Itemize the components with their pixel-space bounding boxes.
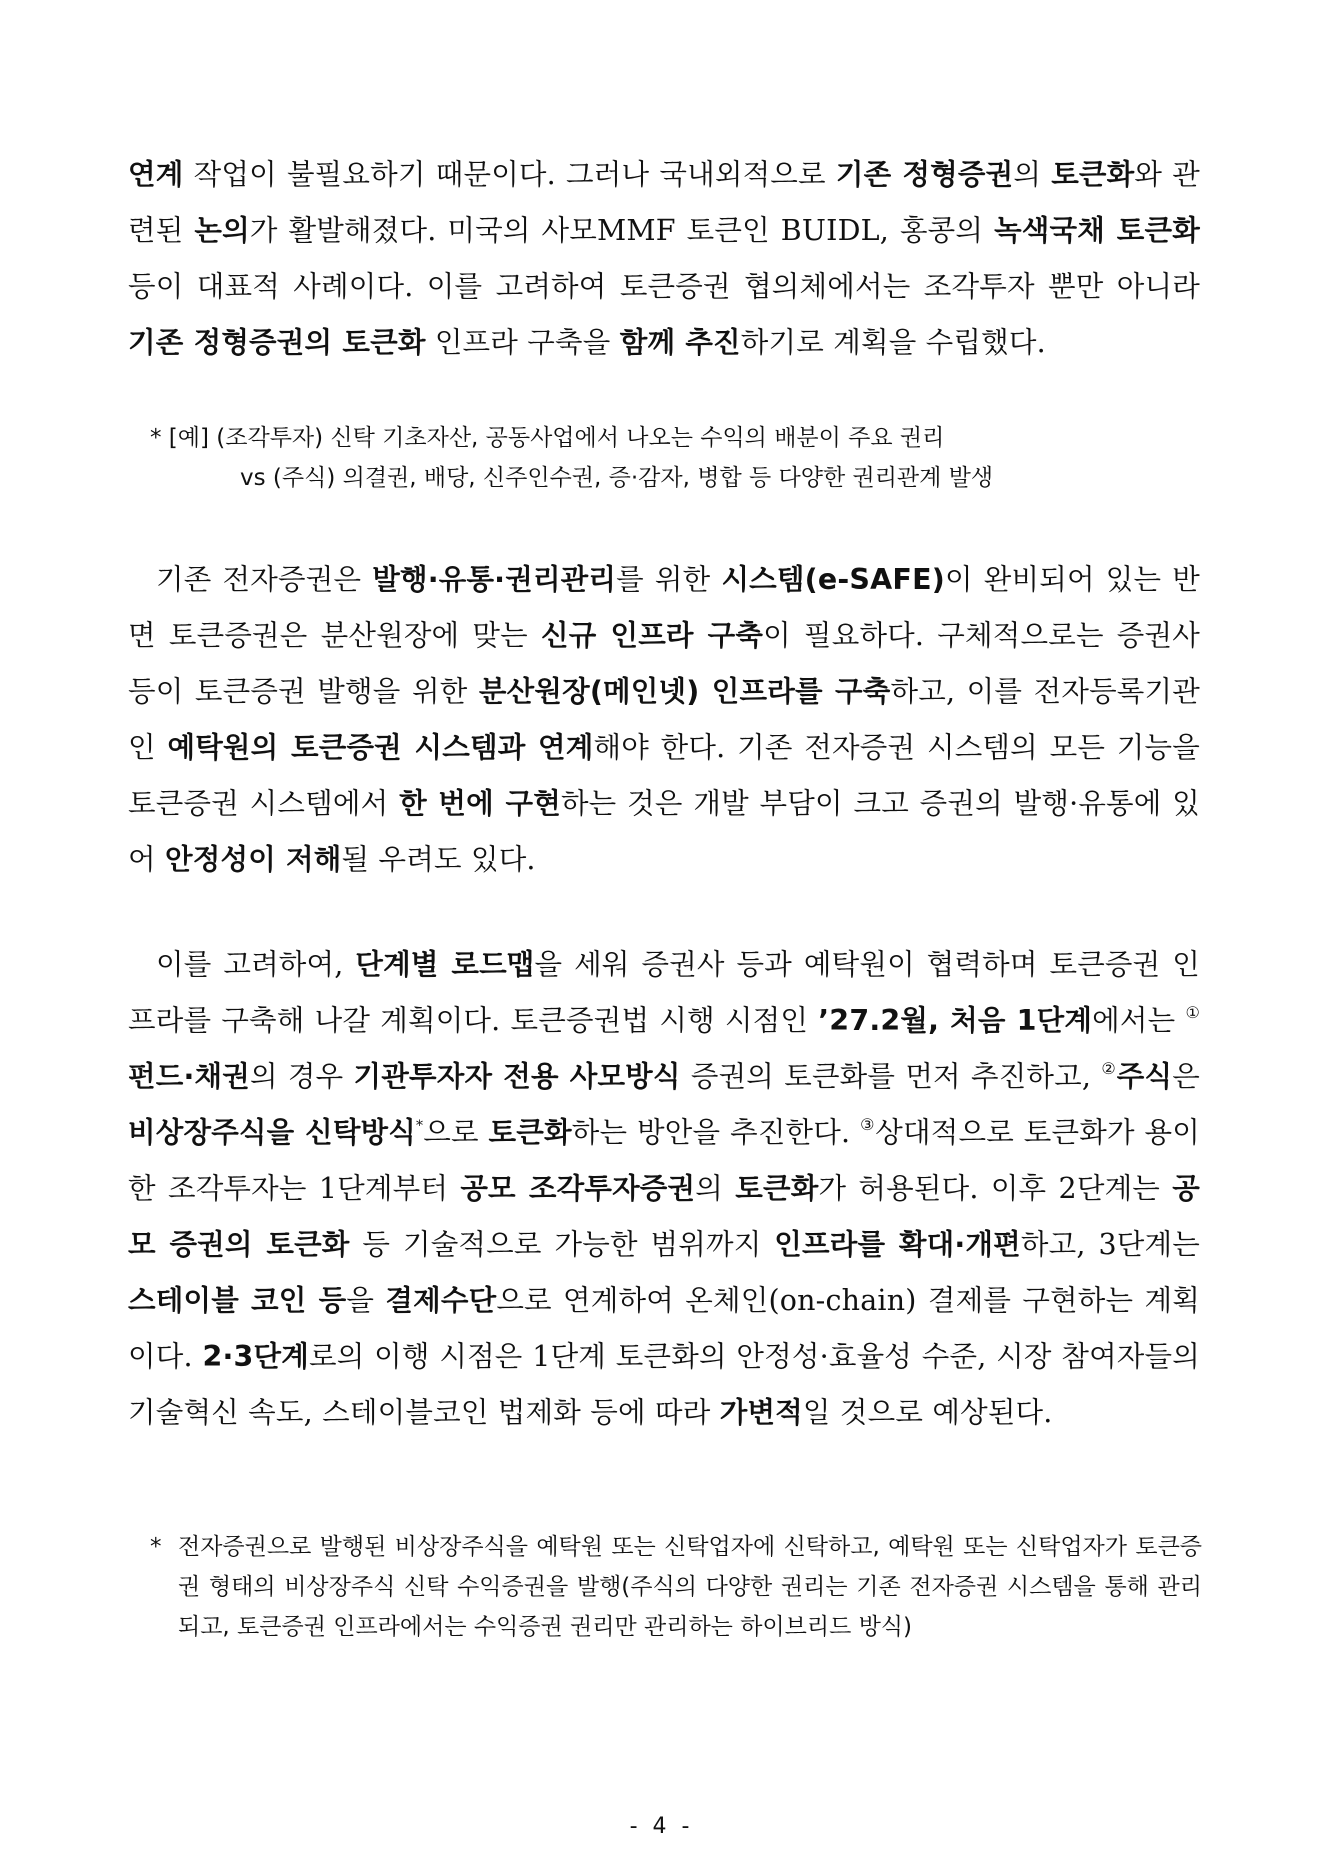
text-span: 으로 xyxy=(423,1116,489,1149)
bold-text: 공모 조각투자증권 xyxy=(460,1172,696,1205)
text-span: 상대적으로 토큰화가 용이한 조각투자는 1단계부터 xyxy=(128,1116,1200,1205)
text-span: 의 경우 xyxy=(249,1060,354,1093)
text-span: 등이 대표적 사례이다. 이를 고려하여 토큰증권 협의체에서는 조각투자 뿐만 아니라 xyxy=(128,270,1200,303)
text-span: 이 필요하다. 구체적으로는 증권사 등이 토큰증권 발행을 위한 xyxy=(128,619,1200,708)
footnote-trust-method xyxy=(150,1527,1202,1647)
bold-text: 인프라를 확대·개편 xyxy=(774,1228,1021,1261)
bold-text: 주식 xyxy=(1116,1060,1173,1093)
bold-text: 토큰화 xyxy=(1051,158,1135,191)
bold-text: 비상장주식을 신탁방식 xyxy=(128,1116,417,1149)
text-span: 하기로 계획을 수립했다. xyxy=(740,326,1046,359)
bold-text: 논의 xyxy=(194,214,250,247)
text-span: 하고, 이를 전자등록기관인 xyxy=(128,675,1200,764)
text-span: 가 활발해졌다. 미국의 사모MMF 토큰인 BUIDL, 홍콩의 xyxy=(249,214,995,247)
paragraph-tokenization-discussion xyxy=(128,147,1200,371)
bold-text: 예탁원의 토큰증권 시스템과 연계 xyxy=(167,731,594,764)
text-span: 을 xyxy=(346,1284,386,1317)
bold-text: 단계별 로드맵 xyxy=(355,948,535,981)
text-span: 일 것으로 예상된다. xyxy=(802,1396,1053,1429)
bold-text: 함께 추진 xyxy=(619,326,741,359)
paragraph-infrastructure xyxy=(128,552,1200,888)
text-span: 하는 것은 개발 부담이 크고 증권의 발행·유통에 있어 xyxy=(128,787,1200,876)
text-span: 의 xyxy=(1013,158,1052,191)
bold-text: 신규 인프라 구축 xyxy=(541,619,764,652)
bold-text: 펀드·채권 xyxy=(128,1060,250,1093)
footnote-text: 전자증권으로 발행된 비상장주식을 예탁원 또는 신탁업자에 신탁하고, 예탁원 또는 신탁업자가 토큰증권 형태의 비상장주식 신탁 수익증권을 발행(주식의 다양한 권리는 기존 전자증권 시스템을 통해 관리되고, 토큰증권 인프라에서는 수익증권 권리만 관리하는 하이브리드 방식) xyxy=(178,1534,1202,1640)
footnote-example xyxy=(150,418,1210,498)
bold-text: 기존 정형증권의 토큰화 xyxy=(128,326,426,359)
text-span: 기존 전자증권은 xyxy=(156,563,373,596)
text-span: 은 xyxy=(1172,1060,1200,1093)
bold-text: 발행·유통·권리관리 xyxy=(372,563,617,596)
bold-text: 시스템(e-SAFE) xyxy=(721,563,945,596)
bold-text: 안정성이 저해 xyxy=(165,843,342,876)
footnote-marker: * xyxy=(416,1118,424,1134)
text-span: 으로 연계하여 온체인(on-chain) 결제를 구현하는 계획이다. xyxy=(128,1284,1200,1373)
bold-text: 공모 증권의 토큰화 xyxy=(128,1172,1200,1261)
bold-text: 가변적 xyxy=(719,1396,803,1429)
text-span: 해야 한다. 기존 전자증권 시스템의 모든 기능을 토큰증권 시스템에서 xyxy=(128,731,1200,820)
text-span: 와 관련된 xyxy=(128,158,1200,247)
text-span: 이 완비되어 있는 반면 토큰증권은 분산원장에 맞는 xyxy=(128,563,1200,652)
footnote-star: * xyxy=(150,1534,162,1560)
bold-text: 기관투자자 전용 사모방식 xyxy=(353,1060,681,1093)
bold-text: 녹색국채 토큰화 xyxy=(994,214,1200,247)
circled-number-3: ③ xyxy=(860,1115,876,1134)
bold-text: 기존 정형증권 xyxy=(835,158,1014,191)
bold-text: 한 번에 구현 xyxy=(399,787,561,820)
bold-text: 토큰화 xyxy=(488,1116,572,1149)
page-number: - 4 - xyxy=(629,1814,694,1839)
footnote-line: vs (주식) 의결권, 배당, 신주인수권, 증·감자, 병합 등 다양한 권리관계 발생 xyxy=(240,465,994,491)
text-span: 가 허용된다. 이후 2단계는 xyxy=(818,1172,1173,1205)
text-span: 작업이 불필요하기 때문이다. 그러나 국내외적으로 xyxy=(183,158,836,191)
text-span: 에서는 xyxy=(1092,1004,1186,1037)
footnote-line: * [예] (조각투자) 신탁 기초자산, 공동사업에서 나오는 수익의 배분이 주요 권리 xyxy=(150,425,945,451)
paragraph-roadmap xyxy=(128,937,1200,1441)
text-span: 을 세워 증권사 등과 예탁원이 협력하며 토큰증권 인프라를 구축해 나갈 계획이다. 토큰증권법 시행 시점인 xyxy=(128,948,1200,1037)
bold-text: 2·3단계 xyxy=(202,1340,309,1373)
text-span: 인프라 구축을 xyxy=(425,326,620,359)
circled-number-1: ① xyxy=(1185,1003,1200,1022)
text-span: 될 우려도 있다. xyxy=(341,843,536,876)
text-span: 로의 이행 시점은 1단계 토큰화의 안정성·효율성 수준, 시장 참여자들의 기술혁신 속도, 스테이블코인 법제화 등에 따라 xyxy=(128,1340,1200,1429)
text-span: 를 위한 xyxy=(616,563,722,596)
text-span: 의 xyxy=(695,1172,736,1205)
text-span: 하는 방안을 추진한다. xyxy=(571,1116,861,1149)
text-span: 등 기술적으로 가능한 범위까지 xyxy=(349,1228,775,1261)
circled-number-2: ② xyxy=(1101,1059,1117,1078)
bold-text: 분산원장(메인넷) 인프라를 구축 xyxy=(478,675,891,708)
text-span: 하고, 3단계는 xyxy=(1020,1228,1200,1261)
bold-text: 결제수단 xyxy=(385,1284,497,1317)
bold-text: 연계 xyxy=(128,158,184,191)
bold-text: 토큰화 xyxy=(735,1172,819,1205)
bold-text: 스테이블 코인 등 xyxy=(128,1284,347,1317)
text-span: 증권의 토큰화를 먼저 추진하고, xyxy=(680,1060,1102,1093)
text-span: 이를 고려하여, xyxy=(156,948,356,981)
bold-text: ’27.2월, 처음 1단계 xyxy=(818,1004,1093,1037)
